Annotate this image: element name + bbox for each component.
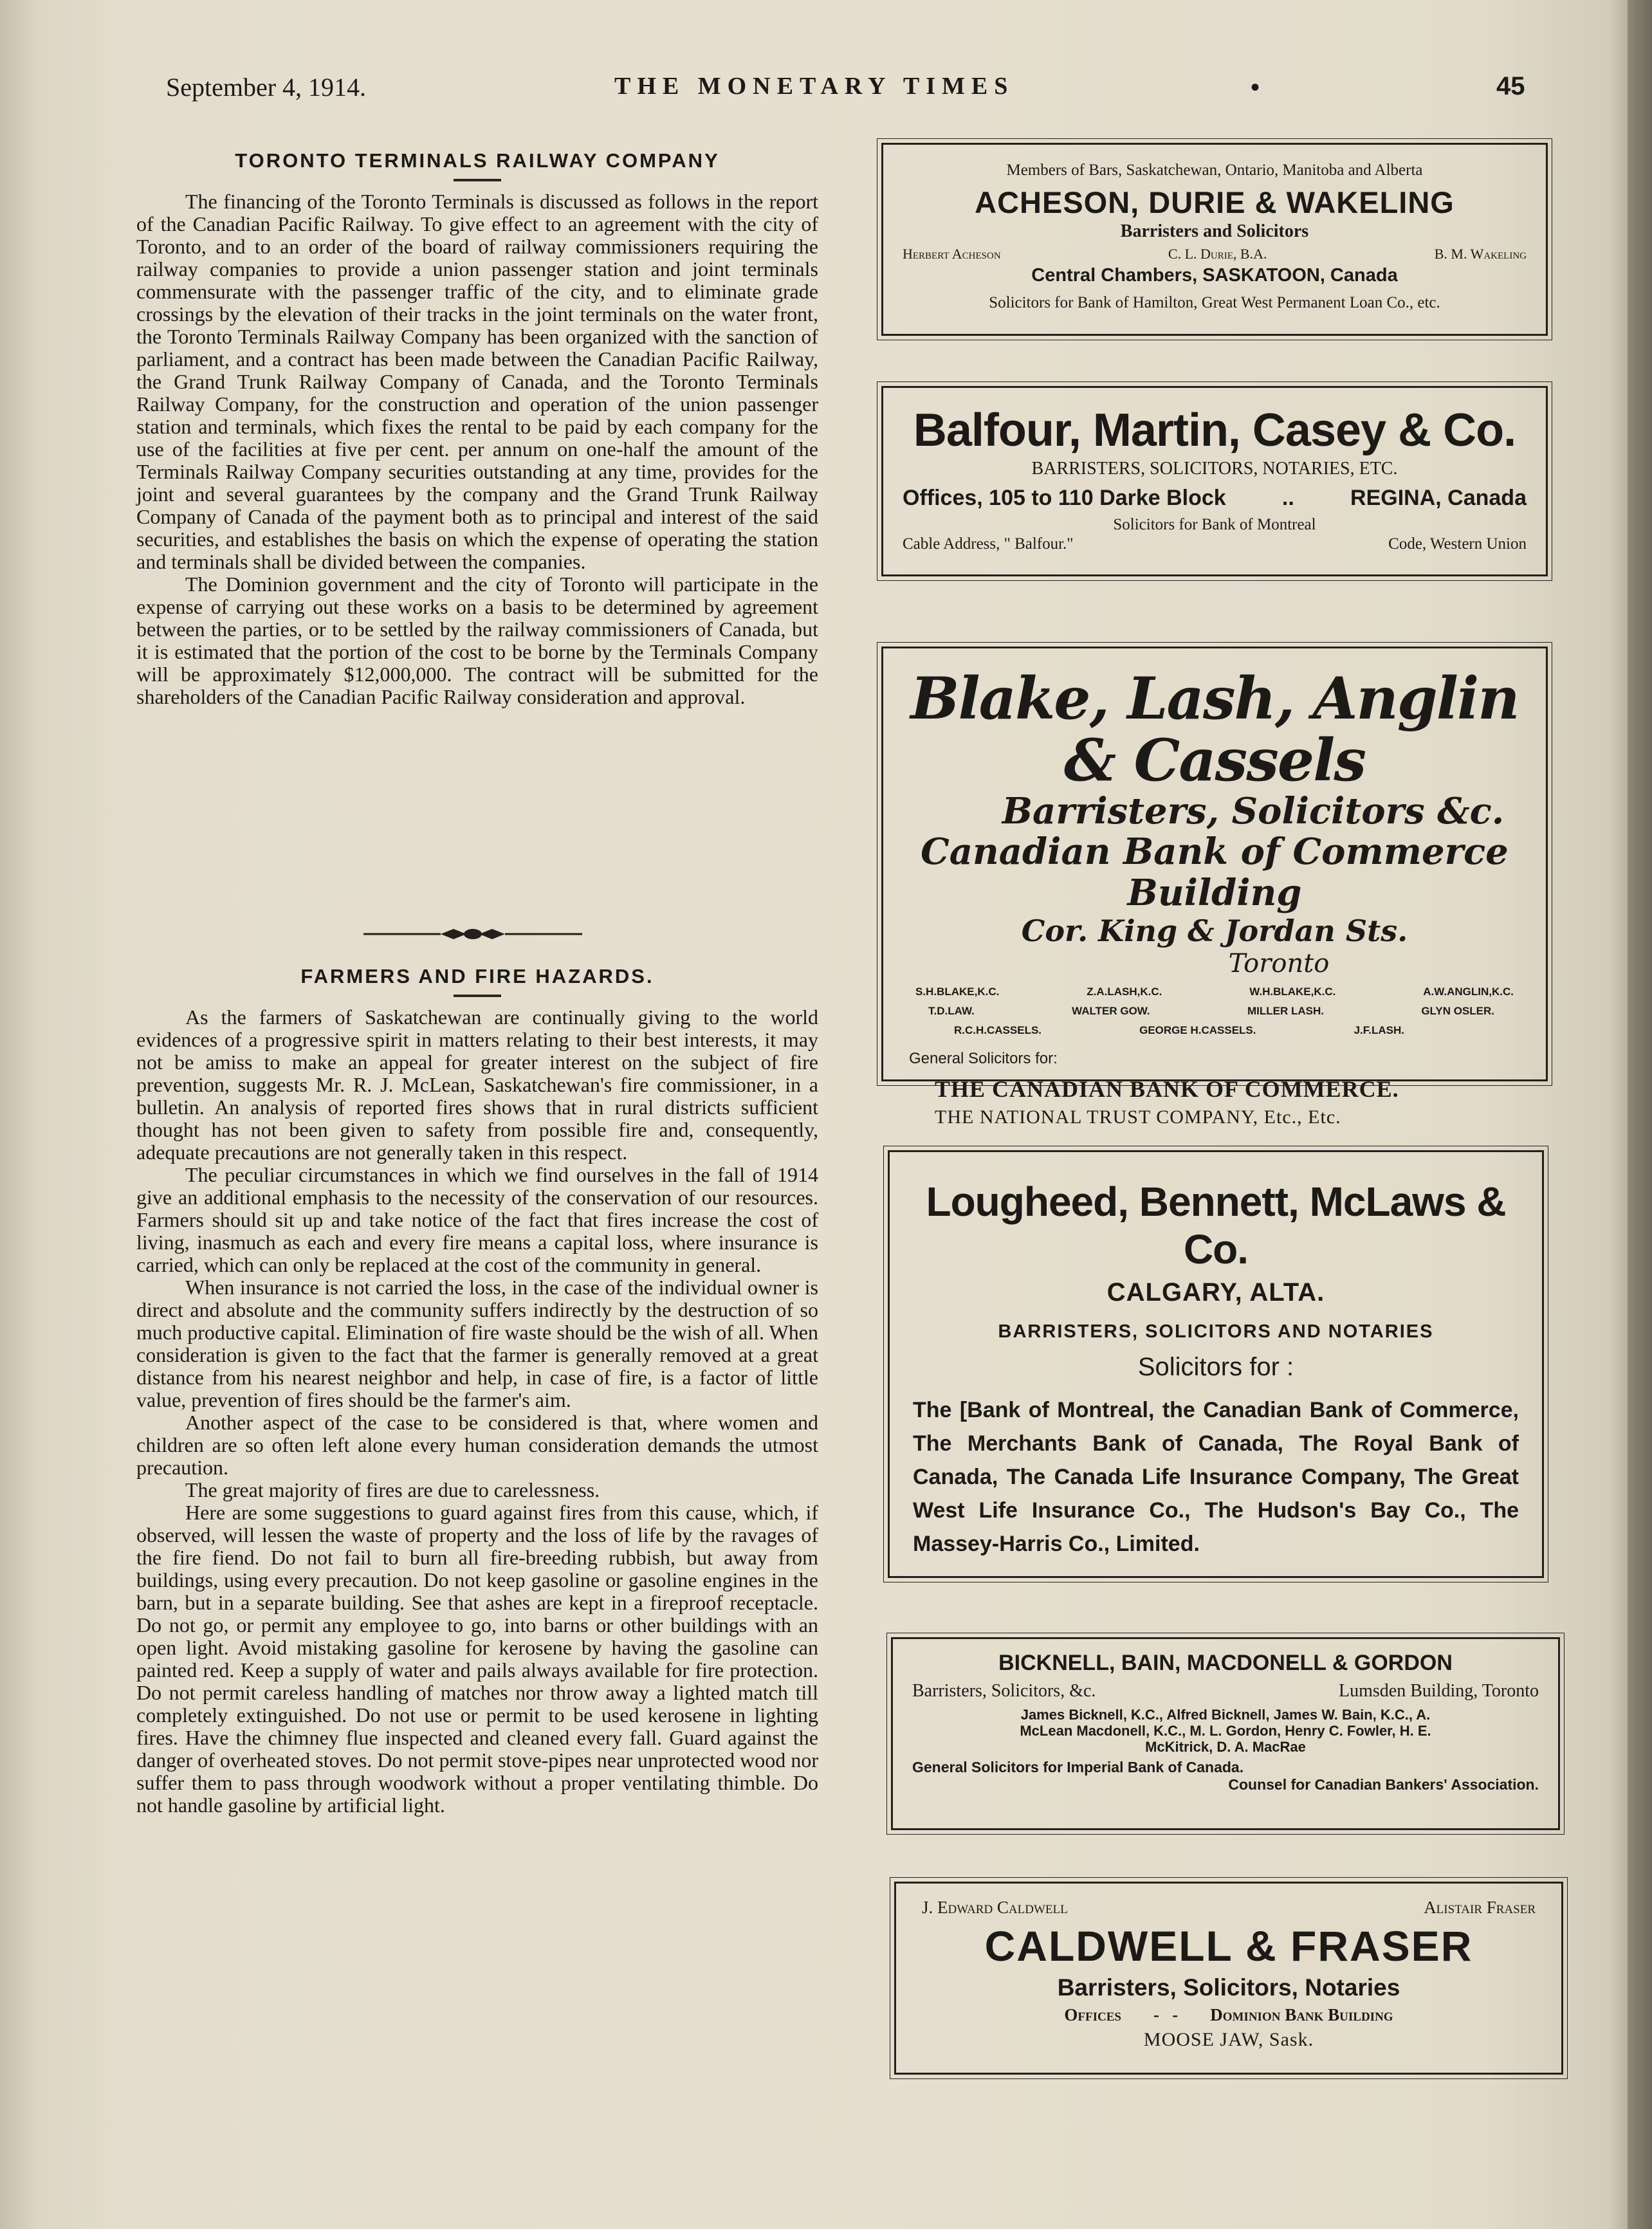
general-solicitors: General Solicitors for Imperial Bank of Canada. bbox=[912, 1759, 1244, 1775]
partner-name: J.F.LASH. bbox=[1354, 1024, 1404, 1036]
ornament-divider-icon bbox=[363, 921, 582, 947]
offices-label: Offices bbox=[1064, 2005, 1121, 2024]
article-paragraph: As the farmers of Saskatchewan are continually giving to the world evidences of a progressive spirit in matters relating to their best interests, it may not be amiss to make an appeal for greater interest on the subject of fire prevention, suggests Mr. R. J. McLean, Saskatchewan's fire commissioner, in a bulletin. An analysis of reported fires shows that in rural districts sufficient thought has not been given to safety from possible fire and, consequently, adequate precautions are not generally taken in this respect. bbox=[136, 1005, 818, 1164]
firm-city: MOOSE JAW, Sask. bbox=[1143, 2029, 1314, 2050]
partner-name: Z.A.LASH,K.C. bbox=[1087, 986, 1162, 998]
firm-name: CALDWELL & FRASER bbox=[984, 1922, 1473, 1970]
firm-address: Lumsden Building, Toronto bbox=[1339, 1681, 1539, 1701]
counsel-line: Counsel for Canadian Bankers' Association. bbox=[1228, 1776, 1539, 1793]
ad-caldwell-fraser bbox=[894, 1882, 1563, 2075]
telegraph-code: Code, Western Union bbox=[1388, 535, 1527, 553]
article-title: FARMERS AND FIRE HAZARDS. bbox=[300, 965, 654, 987]
partner-name: Alistair Fraser bbox=[1424, 1898, 1536, 1917]
article-paragraph: The peculiar circumstances in which we find ourselves in the fall of 1914 give an additional emphasis to the necessity of the conservation of our resources. Farmers should sit up and take notice of the fact that fires increase the cost of living, inasmuch as each and every fire means a capital loss, where insurance is carried, which can only be replaced at the cost of the community in general. bbox=[136, 1163, 818, 1276]
firm-name: BICKNELL, BAIN, MACDONELL & GORDON bbox=[998, 1651, 1453, 1675]
partner-name: C. L. Durie, B.A. bbox=[1168, 246, 1267, 262]
office-building: Dominion Bank Building bbox=[1210, 2005, 1393, 2024]
ad-balfour-martin-casey bbox=[881, 386, 1548, 576]
article-paragraph: The financing of the Toronto Terminals is discussed as follows in the report of the Canadian Pacific Railway. To give effect to an agreement with the city of Toronto, and to an order of the board of railway commissioners requiring the railway companies to provide a union passenger station and joint terminals commensurate with the passenger traffic of the city, and to eliminate grade crossings by the elevation of their tracks in the joint terminals on the water front, the Toronto Terminals Railway Company has been organized with the sanction of parliament, and a contract has been made between the Canadian Pacific Railway, the Grand Trunk Railway Company of Canada, and the Toronto Terminals Railway Company, for the construction and operation of the union passenger station and terminals, which fixes the rental to be paid by each company for the use of the facilities at five per cent. per annum on one-half the amount of the Terminals Railway Company securities outstanding at any time, provides for the joint and several guarantees by the company and the Grand Trunk Railway Company of Canada of the payment both as to principal and interest of the said securities, and establishes the basis on which the expense of operating the station and terminals shall be divided between the companies. bbox=[136, 190, 818, 573]
partner-list: James Bicknell, K.C., Alfred Bicknell, James W. Bain, K.C., A. McLean Macdonell, K.C., M. L. Gordon, Henry C. Fowler, H. E. McKitrick, D. A. MacRae bbox=[1020, 1707, 1431, 1755]
script-subtitle: Barristers, Solicitors &c. bbox=[1002, 790, 1505, 832]
firm-offices: Offices, 105 to 110 Darke Block bbox=[903, 486, 1226, 510]
partner-name: W.H.BLAKE,K.C. bbox=[1249, 986, 1336, 998]
ad-bicknell-bain-macdonell-gordon bbox=[891, 1637, 1560, 1830]
client-name: THE CANADIAN BANK OF COMMERCE. bbox=[935, 1076, 1399, 1102]
issue-date: September 4, 1914. bbox=[166, 73, 367, 102]
partner-name: MILLER LASH. bbox=[1247, 1005, 1324, 1017]
article-paragraph: The great majority of fires are due to carelessness. bbox=[185, 1478, 600, 1501]
dash: - - bbox=[1153, 2005, 1179, 2024]
script-firm-name: Blake, Lash, Anglin & Cassels bbox=[910, 665, 1519, 794]
script-street: Cor. King & Jordan Sts. bbox=[1021, 913, 1408, 948]
partner-name: R.C.H.CASSELS. bbox=[954, 1024, 1042, 1036]
publication-title: THE MONETARY TIMES bbox=[614, 73, 1014, 100]
article-title: TORONTO TERMINALS RAILWAY COMPANY bbox=[235, 149, 720, 172]
partner-name: B. M. Wakeling bbox=[1434, 246, 1527, 262]
firm-clients: Solicitors for Bank of Montreal bbox=[1113, 516, 1316, 533]
firm-city: CALGARY, ALTA. bbox=[1106, 1278, 1325, 1307]
solicitors-for-label: Solicitors for : bbox=[1137, 1353, 1294, 1381]
ad-acheson-durie-wakeling bbox=[881, 143, 1548, 336]
partner-name: Herbert Acheson bbox=[903, 246, 1001, 262]
firm-subtitle: Barristers, Solicitors, Notaries bbox=[1057, 1974, 1400, 2001]
ad-blake-lash-anglin-cassels bbox=[881, 647, 1548, 1128]
client-name: THE NATIONAL TRUST COMPANY, Etc., Etc. bbox=[935, 1106, 1341, 1128]
page-number: 45 bbox=[1496, 72, 1525, 100]
general-solicitors-label: General Solicitors for: bbox=[909, 1050, 1058, 1067]
firm-clients: Solicitors for Bank of Hamilton, Great West Permanent Loan Co., etc. bbox=[989, 294, 1440, 311]
firm-address: Central Chambers, SASKATOON, Canada bbox=[1031, 265, 1398, 286]
partner-name: A.W.ANGLIN,K.C. bbox=[1423, 986, 1514, 998]
partner-name: T.D.LAW. bbox=[928, 1005, 975, 1017]
firm-subtitle: BARRISTERS, SOLICITORS, NOTARIES, ETC. bbox=[1031, 459, 1398, 479]
firm-name: ACHESON, DURIE & WAKELING bbox=[975, 185, 1455, 219]
firm-city: REGINA, Canada bbox=[1350, 486, 1527, 510]
article-toronto-terminals bbox=[136, 149, 818, 708]
dots: .. bbox=[1281, 486, 1294, 510]
article-paragraph: When insurance is not carried the loss, in the case of the individual owner is direct and absolute and the community suffers indirectly by the destruction of so much productive capital. Elimination of fire waste should be the wish of all. When consideration is given to the fact that the farmer is generally removed at a great distance from his nearest neighbor and help, in case of fire, is a factor of little value, prevention of fires should be the farmer's aim. bbox=[136, 1276, 818, 1411]
article-paragraph: Here are some suggestions to guard against fires from this cause, which, if observed, will lessen the waste of property and the loss of life by the ravages of the fire fiend. Do not fail to burn all fire-breeding rubbish, but away from buildings, using every precaution. Do not keep gasoline or gasoline engines in the barn, but in a separate building. See that ashes are kept in a fireproof receptacle. Do not go, or permit any employee to go, into barns or other buildings with an open light. Avoid mistaking gasoline for kerosene by having the gasoline can painted red. Keep a supply of water and pails always available for fire protection. Do not permit careless handling of matches nor throw away a lighted match till completely extinguished. Do not use or permit to be used kerosene in lighting fires. Have the chimney flue inspected and cleaned every fall. Guard against the danger of overheated stoves. Do not permit stove-pipes near unprotected wood nor suffer them to pass through woodwork without a proper ventilating thimble. Do not handle gasoline by artificial light. bbox=[136, 1501, 818, 1817]
firm-name: Balfour, Martin, Casey & Co. bbox=[913, 405, 1516, 456]
binding-edge bbox=[1628, 0, 1652, 2229]
partner-name: WALTER GOW. bbox=[1072, 1005, 1150, 1017]
cable-address: Cable Address, " Balfour." bbox=[903, 535, 1074, 553]
script-building: Canadian Bank of Commerce Building bbox=[921, 830, 1509, 914]
firm-subtitle: Barristers and Solicitors bbox=[1120, 221, 1309, 241]
firm-name: Lougheed, Bennett, McLaws & Co. bbox=[926, 1179, 1506, 1272]
title-rule bbox=[454, 995, 501, 997]
client-list: The [Bank of Montreal, the Canadian Bank of Commerce, The Merchants Bank of Canada, The Royal Bank of Canada, The Canada Life Insurance Company, The Great West Life Insurance Co., The Hudson's Bay Co., The Massey-Harris Co., Limited. bbox=[913, 1398, 1519, 1556]
partner-name: J. Edward Caldwell bbox=[922, 1898, 1068, 1917]
ad-top-line: Members of Bars, Saskatchewan, Ontario, Manitoba and Alberta bbox=[1006, 161, 1423, 179]
article-paragraph: Another aspect of the case to be considered is that, where women and children are so often left alone every human consideration demands the utmost precaution. bbox=[136, 1411, 818, 1479]
partner-name: GEORGE H.CASSELS. bbox=[1139, 1024, 1256, 1036]
firm-subtitle: BARRISTERS, SOLICITORS AND NOTARIES bbox=[998, 1321, 1434, 1342]
article-farmers-fire-hazards bbox=[136, 965, 818, 1817]
partner-name: S.H.BLAKE,K.C. bbox=[915, 986, 1000, 998]
article-paragraph: The Dominion government and the city of Toronto will participate in the expense of carrying out these works on a basis to be determined by agreement between the parties, or to be settled by the railway commissioners of Canada, but it is estimated that the portion of the cost to be borne by the Terminals Company will be approximately $12,000,000. The contract will be submitted for the shareholders of the Canadian Pacific Railway consideration and approval. bbox=[136, 573, 818, 708]
script-city: Toronto bbox=[1228, 949, 1330, 978]
title-rule bbox=[454, 179, 501, 181]
partner-name: GLYN OSLER. bbox=[1421, 1005, 1494, 1017]
firm-subtitle: Barristers, Solicitors, &c. bbox=[912, 1681, 1096, 1701]
header-dot: • bbox=[1251, 73, 1260, 102]
ad-lougheed-bennett-mclaws bbox=[888, 1150, 1544, 1578]
